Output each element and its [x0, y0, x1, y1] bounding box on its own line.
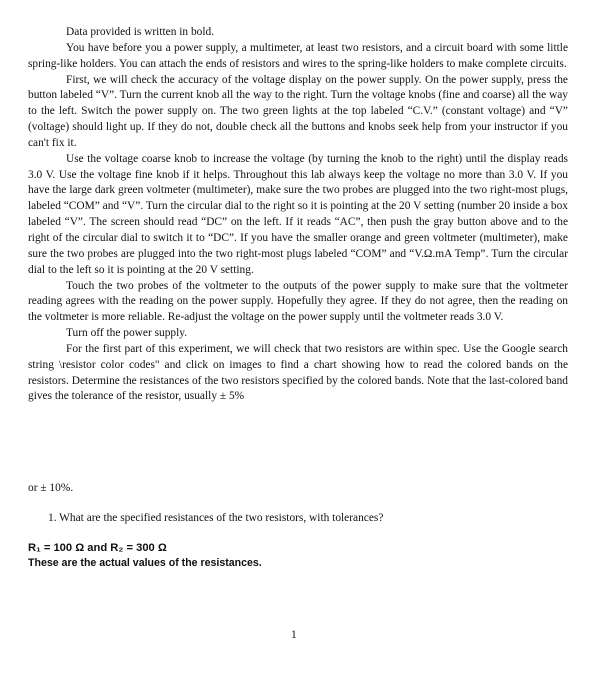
- intro-note: Data provided is written in bold.: [66, 26, 215, 38]
- answer-resistances: R₁ = 100 Ω and R₂ = 300 Ω: [28, 542, 167, 554]
- paragraph-equipment: You have before you a power supply, a multimeter, at least two resistors, and a circuit board with some little spring-like holders. You can attach the ends of resistors and wires to the spring-like holders to make complete circuits.: [28, 41, 568, 70]
- question-1: 1. What are the specified resistances of the two resistors, with tolerances?: [48, 512, 384, 524]
- body-text: [28, 25, 568, 405]
- paragraph-voltmeter-check: Touch the two probes of the voltmeter to the outputs of the power supply to make sure that the voltmeter reading agrees with the reading on the power supply. Hopefully they agree. If they do not agree, then the reading on the voltmeter is more reliable. Re-adjust the voltage on the power supply until the voltmeter reads 3.0 V.: [28, 279, 568, 324]
- page-number: 1: [291, 629, 297, 641]
- paragraph-resistor-codes: For the first part of this experiment, we will check that two resistors are within spec. Use the Google search string \resistor color codes" and click on images to find a chart showing how to read the colored bands on the resistors. Determine the resistances of the two resistors specified by the colored bands. Note that the last-colored band gives the tolerance of the resistor, usually ± 5%: [28, 342, 568, 403]
- tolerance-line: or ± 10%.: [28, 482, 74, 494]
- paragraph-power-supply-check: First, we will check the accuracy of the voltage display on the power supply. On the power supply, press the button labeled “V”. Turn the current knob all the way to the right. Turn the voltage knobs (fine and coarse) all the way to the left. Switch the power supply on. The two green lights at the top labeled “C.V.” (constant voltage) and “V” (voltage) should light up. If they do not, double check all the buttons and knobs seek help from your instructor if you can't fix it.: [28, 73, 568, 149]
- paragraph-voltage-setup: Use the voltage coarse knob to increase the voltage (by turning the knob to the right) until the display reads 3.0 V. Use the voltage fine knob if it helps. Throughout this lab always keep the voltage no more than 3.0 V. If you have the large dark green voltmeter (multimeter), make sure the two probes are plugged into the two right-most plugs, labeled “COM” and “V”. Turn the circular dial to the right so it is pointing at the 20 V setting (number 20 inside a box labeled “V”. The screen should read “DC” on the left. If it reads “AC”, then push the gray button above and to the right of the circular dial to switch it to “DC”. If you have the smaller orange and green voltmeter (multimeter), make sure the two probes are plugged into the two right-most plugs labeled “COM” and “V.Ω.mA Temp”. Turn the circular dial to the left so it is pointing at the 20 V setting.: [28, 152, 568, 276]
- answer-note: These are the actual values of the resistances.: [28, 557, 262, 569]
- paragraph-power-off: Turn off the power supply.: [66, 327, 188, 340]
